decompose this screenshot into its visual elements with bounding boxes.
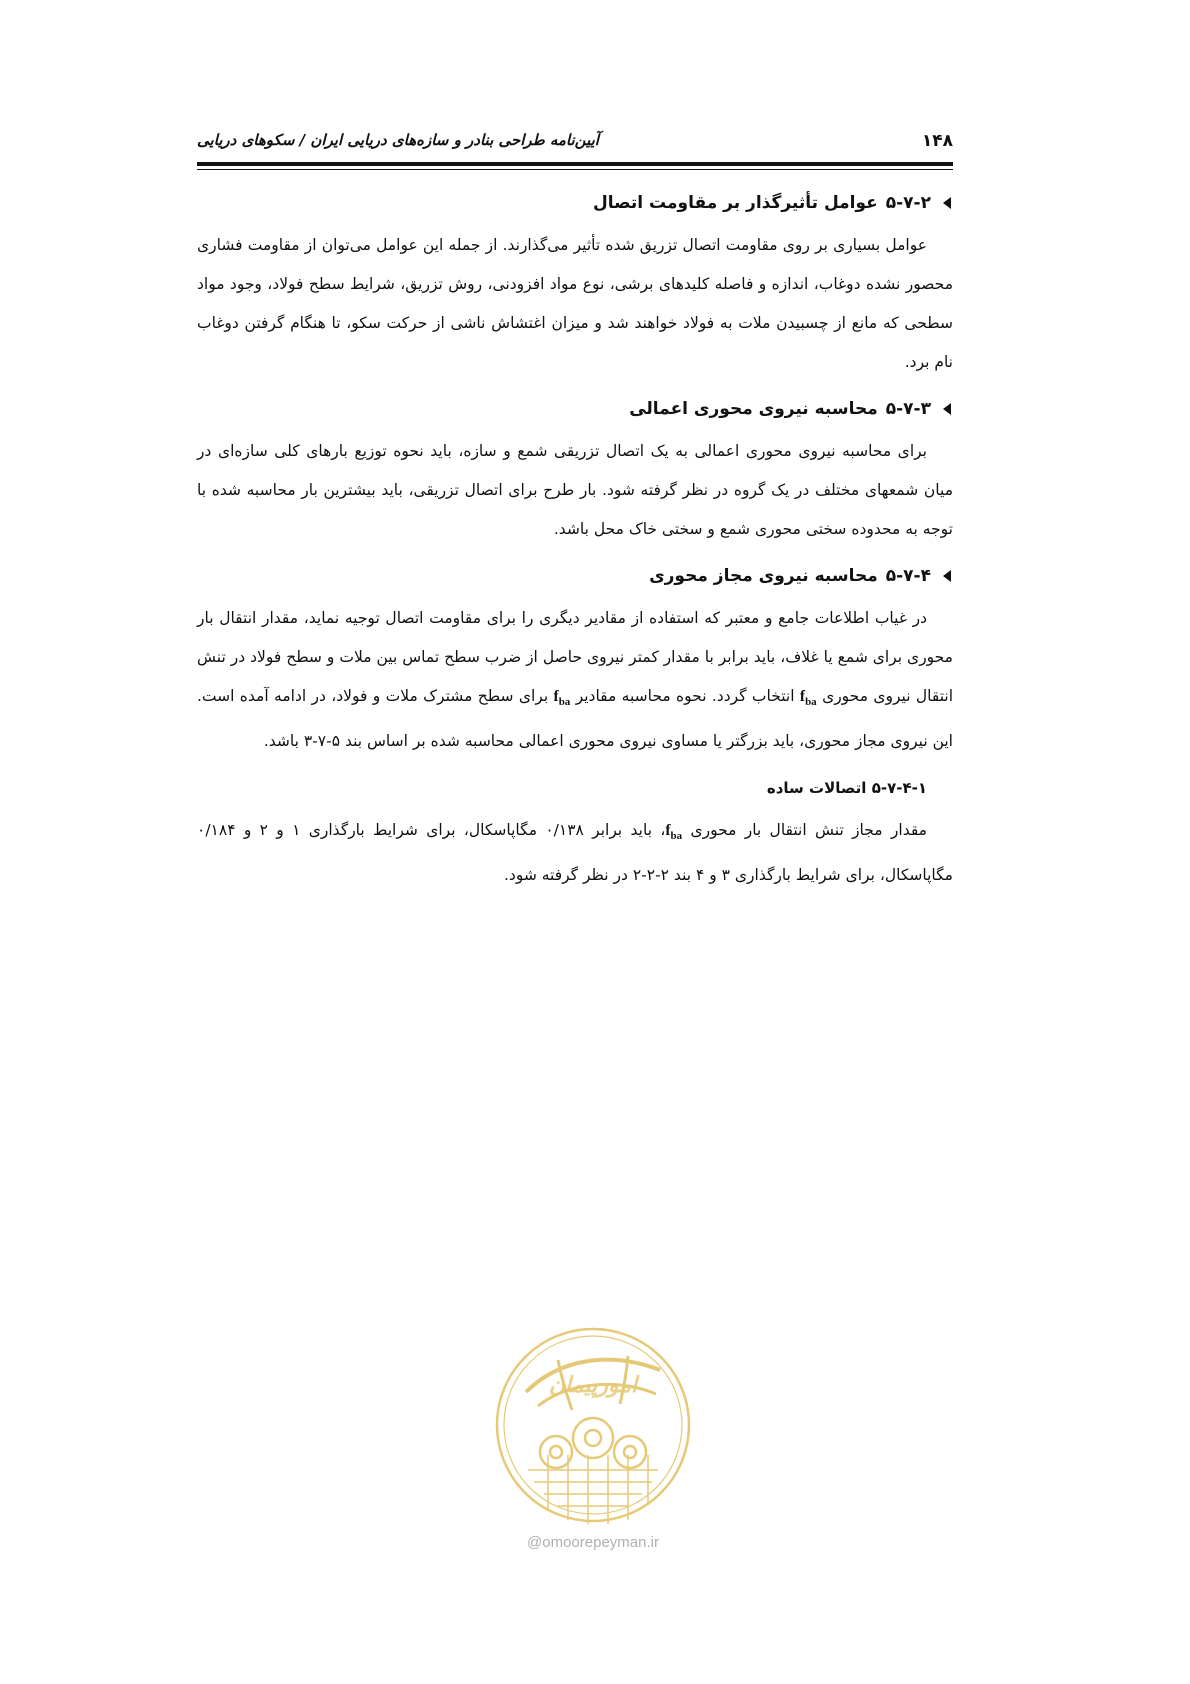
header-rule-thick: [197, 162, 953, 166]
header-rule-thin: [197, 169, 953, 170]
watermark: [488, 1320, 698, 1560]
section-paragraph: برای محاسبه نیروی محوری اعمالی به یک اتصال تزریقی شمع و سازه، باید نحوه توزیع بارهای کلی سازه‌ای در میان شمعهای مختلف در یک گروه در نظر گرفته شود. بار طرح برای اتصال تزریقی، باید بیشترین بار محاسبه شده با توجه به محدوده سختی محوری شمع و سختی خاک محل باشد.: [197, 442, 953, 538]
subsection-heading: [197, 771, 927, 805]
paragraph-text: برای سطح مشترک ملات و فولاد، در ادامه آمده است. این نیروی مجاز محوری، باید بزرگتر یا مساوی نیروی محوری اعمالی محاسبه شده بر اساس بند ۵-۷-۳ باشد.: [197, 687, 953, 751]
section-heading: [197, 186, 953, 220]
triangle-bullet-icon: [943, 570, 951, 582]
section-number: ۵-۷-۴: [885, 566, 931, 586]
page-content: [197, 186, 953, 905]
watermark-caption: @omoorepeyman.ir: [527, 1534, 659, 1551]
section-paragraph: [197, 599, 953, 761]
paragraph-text: انتخاب گردد. نحوه محاسبه مقادیر: [575, 687, 795, 705]
section-paragraph: عوامل بسیاری بر روی مقاومت اتصال تزریق شده تأثیر می‌گذارند. از جمله این عوامل می‌توان از مقاومت فشاری محصور نشده دوغاب، اندازه و فاصله کلیدهای برشی، نوع مواد افزودنی، روش تزریق، شرایط سطح فولاد، وجود مواد سطحی که مانع از چسبیدن ملات به فولاد خواهند شد و میزان اغتشاش ناشی از حرکت سکو، تا هنگام گرفتن دوغاب نام برد.: [197, 236, 953, 371]
running-title: آیین‌نامه طراحی بنادر و سازه‌های دریایی ایران / سکوهای دریایی: [197, 131, 599, 149]
page-number: ۱۴۸: [921, 131, 953, 151]
triangle-bullet-icon: [943, 403, 951, 415]
section-number: ۵-۷-۲: [885, 193, 931, 213]
paragraph-text: در غیاب اطلاعات جامع و معتبر که استفاده از مقادیر دیگری را برای مقاومت اتصال توجیه نماید، مقدار انتقال بار محوری برای شمع یا غلاف، باید برابر با مقدار کمتر نیروی حاصل از ضرب سطح تماس بین ملات و سطح فولاد در تنش انتقال نیروی محوری: [197, 609, 954, 705]
section-heading: [197, 559, 953, 593]
section-title: عوامل تأثیرگذار بر مقاومت اتصال: [593, 193, 878, 213]
page-header: [197, 125, 953, 157]
section-number: ۵-۷-۳: [885, 399, 931, 419]
fba-symbol: $f_{ba}$: [665, 822, 683, 843]
fba-symbol: $f_{ba}$: [553, 688, 571, 709]
subsection-paragraph: [197, 811, 953, 895]
watermark-seal-logo: [488, 1320, 698, 1530]
watermark-logo-text: امورپیمان: [548, 1373, 638, 1398]
paragraph-text: ، باید برابر ۰/۱۳۸ مگاپاسکال، برای شرایط بارگذاری ۱ و ۲ و ۰/۱۸۴ مگاپاسکال، برای شرایط بارگذاری ۳ و ۴ بند ۲-۲-۲ در نظر گرفته شود.: [197, 821, 953, 885]
fba-symbol: $f_{ba}$: [799, 688, 817, 709]
paragraph-text: مقدار مجاز تنش انتقال بار محوری: [690, 821, 927, 840]
section-title: محاسبه نیروی مجاز محوری: [649, 566, 878, 586]
subsection-number: ۵-۷-۴-۱: [871, 779, 927, 798]
section-heading: [197, 392, 953, 426]
triangle-bullet-icon: [943, 197, 951, 209]
section-title: محاسبه نیروی محوری اعمالی: [629, 399, 878, 419]
subsection-title: اتصالات ساده: [766, 779, 867, 798]
